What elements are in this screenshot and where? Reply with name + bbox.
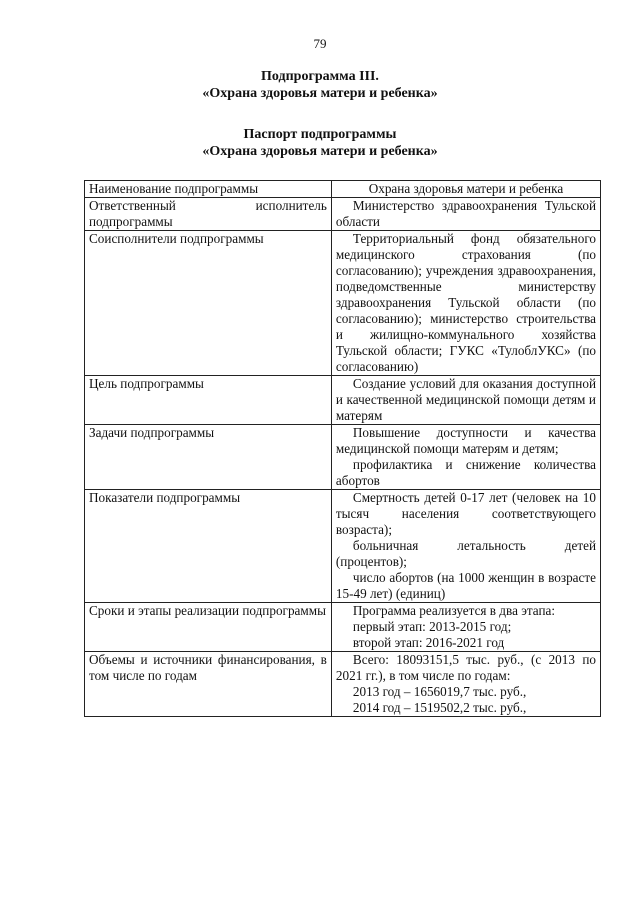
value-item: второй этап: 2016-2021 год bbox=[352, 635, 505, 650]
table-row-goal bbox=[85, 376, 601, 425]
value-item: профилактика и снижение количества абортов bbox=[335, 457, 596, 488]
row-label: Задачи подпрограммы bbox=[85, 425, 332, 490]
subprogram-title bbox=[0, 68, 640, 102]
passport-title-line-1: Паспорт подпрограммы bbox=[243, 127, 397, 142]
value-item: первый этап: 2013-2015 год; bbox=[352, 619, 512, 634]
row-value bbox=[331, 603, 600, 652]
subprogram-title-line-2: «Охрана здоровья матери и ребенка» bbox=[202, 86, 438, 101]
value-item: Программа реализуется в два этапа: bbox=[352, 603, 556, 618]
value-item: число абортов (на 1000 женщин в возрасте 15-49 лет) (единиц) bbox=[335, 570, 596, 601]
value-item: Повышение доступности и качества медицинской помощи матерям и детям; bbox=[335, 425, 596, 456]
row-label: Ответственный исполнитель подпрограммы bbox=[85, 198, 332, 231]
table-row-indicators bbox=[85, 490, 601, 603]
row-value bbox=[331, 490, 600, 603]
row-label: Соисполнители подпрограммы bbox=[85, 231, 332, 376]
row-label: Объемы и источники финансирования, в том числе по годам bbox=[85, 652, 332, 717]
row-value: Территориальный фонд обязательного медицинского страхования (по согласованию); учреждения здравоохранения, подведомственные министерству здравоохранения Тульской области (по согласованию); министерство строительства и жилищно-коммунального хозяйства Тульской области; ГУКС «ТулоблУКС» (по согласованию) bbox=[331, 231, 600, 376]
row-label: Наименование подпрограммы bbox=[85, 181, 332, 198]
subprogram-title-line-1: Подпрограмма III. bbox=[261, 69, 379, 84]
row-label: Показатели подпрограммы bbox=[85, 490, 332, 603]
passport-title-line-2: «Охрана здоровья матери и ребенка» bbox=[202, 144, 438, 159]
row-value: Охрана здоровья матери и ребенка bbox=[331, 181, 600, 198]
passport-title bbox=[0, 126, 640, 160]
value-item: 2013 год – 1656019,7 тыс. руб., bbox=[352, 684, 527, 699]
row-value: Создание условий для оказания доступной и качественной медицинской помощи детям и матерям bbox=[331, 376, 600, 425]
table-row-tasks bbox=[85, 425, 601, 490]
table-row-responsible bbox=[85, 198, 601, 231]
table-row-name bbox=[85, 181, 601, 198]
table-row-coexecutors bbox=[85, 231, 601, 376]
row-value: Министерство здравоохранения Тульской области bbox=[331, 198, 600, 231]
value-item: Смертность детей 0-17 лет (человек на 10 тысяч населения соответствующего возраста); bbox=[335, 490, 596, 537]
row-label: Сроки и этапы реализации подпрограммы bbox=[85, 603, 332, 652]
passport-table bbox=[84, 180, 601, 717]
table-row-timeline bbox=[85, 603, 601, 652]
row-value bbox=[331, 652, 600, 717]
row-label: Цель подпрограммы bbox=[85, 376, 332, 425]
page-number: 79 bbox=[313, 36, 327, 51]
value-item: больничная летальность детей (процентов); bbox=[335, 538, 596, 569]
table-row-financing bbox=[85, 652, 601, 717]
value-item: Всего: 18093151,5 тыс. руб., (с 2013 по 2021 гг.), в том числе по годам: bbox=[335, 652, 596, 683]
value-item: 2014 год – 1519502,2 тыс. руб., bbox=[352, 700, 527, 715]
row-value bbox=[331, 425, 600, 490]
